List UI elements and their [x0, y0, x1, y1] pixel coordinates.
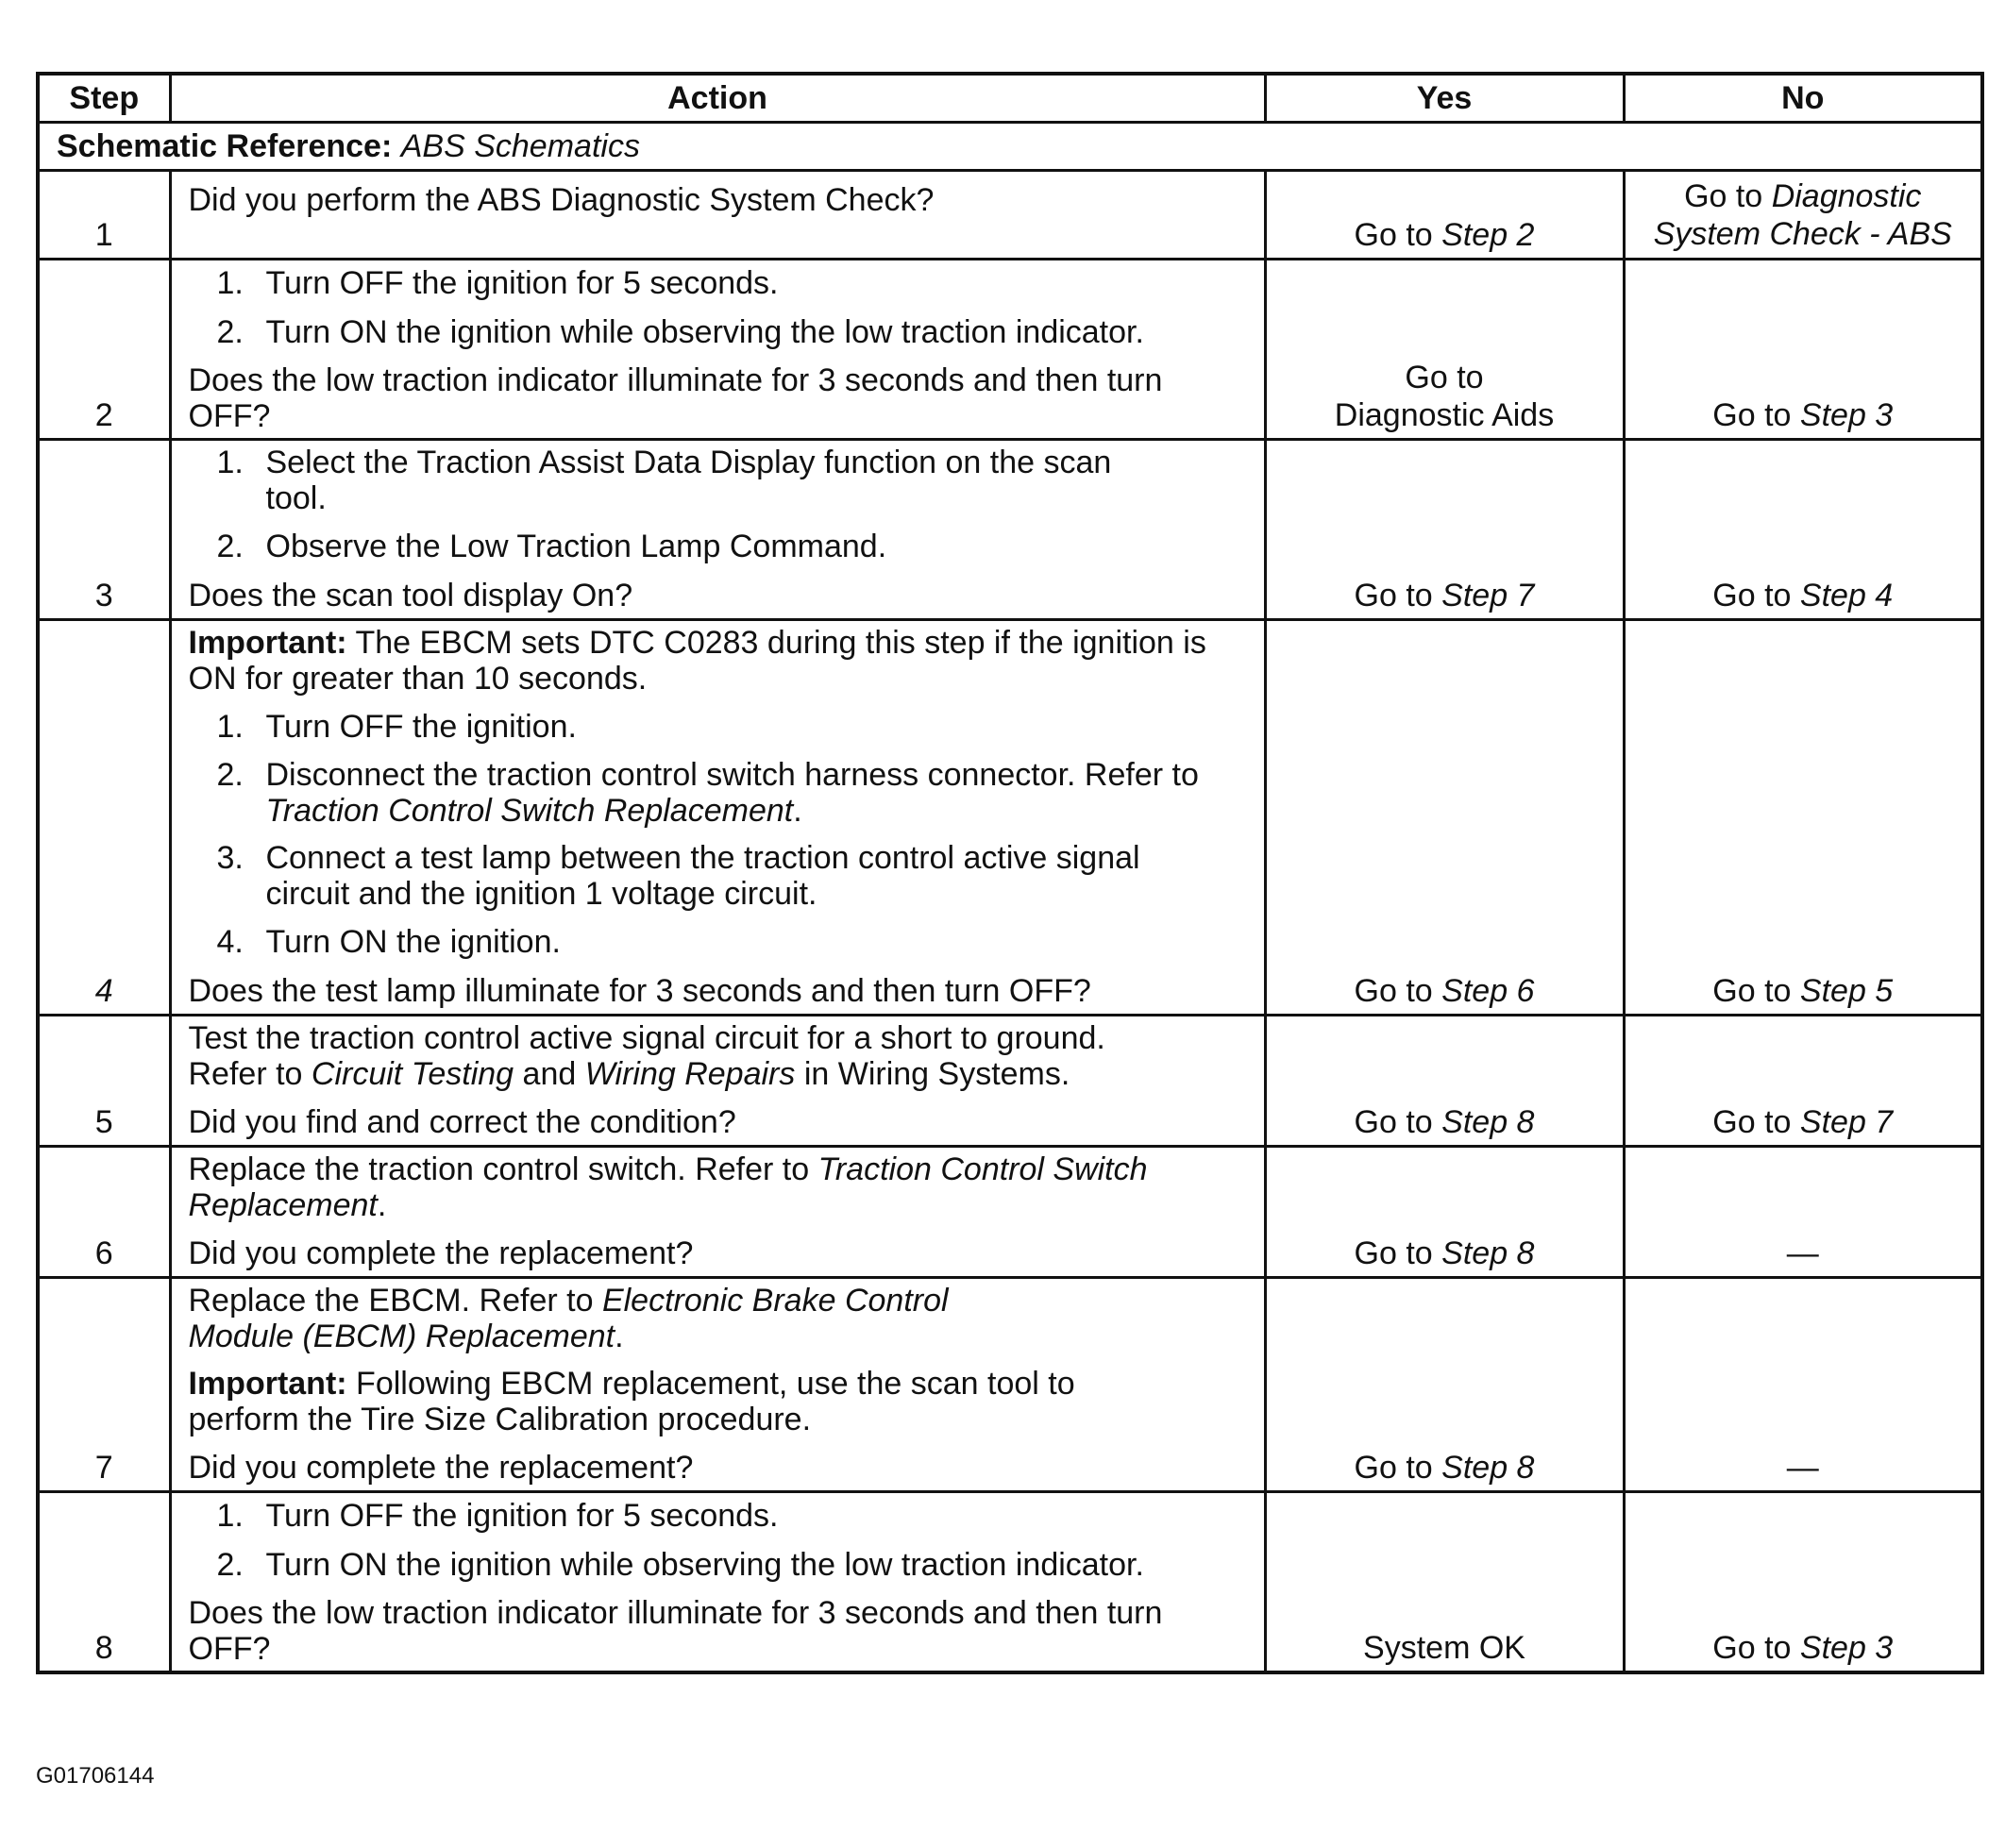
- replacement-link[interactable]: Traction Control Switch Replacement: [265, 793, 794, 829]
- no-cell[interactable]: Go to Step 4: [1624, 440, 1982, 620]
- important-note: Important: Following EBCM replacement, use the scan tool to perform the Tire Size Calibration procedure.: [188, 1366, 1075, 1437]
- step-link[interactable]: Step 7: [1799, 1104, 1894, 1140]
- action-cell: [170, 1492, 1265, 1673]
- table-row: [38, 620, 1982, 1016]
- instruction-text: Replace the EBCM. Refer to Electronic Brake Control Module (EBCM) Replacement.: [188, 1283, 949, 1354]
- table-row: [38, 1492, 1982, 1673]
- yes-cell[interactable]: Go to Step 8: [1265, 1016, 1624, 1147]
- wiring-repairs-link[interactable]: Wiring Repairs: [584, 1056, 796, 1092]
- circuit-testing-link[interactable]: Circuit Testing: [311, 1056, 514, 1092]
- diagnostic-table: [36, 72, 1984, 1674]
- important-note: Important: The EBCM sets DTC C0283 during this step if the ignition is ON for greater than 10 seconds.: [188, 625, 1206, 697]
- schematic-link[interactable]: ABS Schematics: [400, 128, 640, 164]
- question: Did you perform the ABS Diagnostic System Check?: [188, 182, 935, 218]
- action-cell: [170, 1147, 1265, 1278]
- yes-cell[interactable]: Go to Step 8: [1265, 1278, 1624, 1492]
- step-link[interactable]: Step 2: [1441, 217, 1535, 253]
- step-link[interactable]: Step 8: [1441, 1235, 1535, 1271]
- list-item: 2. Turn ON the ignition while observing the low traction indicator.: [216, 314, 1144, 350]
- instruction-list: [189, 1497, 1247, 1584]
- step-number: 7: [38, 1278, 170, 1492]
- step-number: 5: [38, 1016, 170, 1147]
- step-number: 3: [38, 440, 170, 620]
- no-cell[interactable]: Go to Step 5: [1624, 620, 1982, 1016]
- list-item: 3. Connect a test lamp between the traction control active signal circuit and the ignition 1 voltage circuit.: [216, 840, 1140, 912]
- yes-cell[interactable]: Go to Step 8: [1265, 1147, 1624, 1278]
- schematic-label: Schematic Reference:: [57, 128, 393, 164]
- yes-cell[interactable]: Go to Step 6: [1265, 620, 1624, 1016]
- table-row: [38, 1278, 1982, 1492]
- diagnostic-check-link[interactable]: System Check - ABS: [1653, 215, 1952, 252]
- step-link[interactable]: Step 3: [1799, 1630, 1894, 1666]
- question: Does the scan tool display On?: [188, 578, 633, 613]
- question: Did you complete the replacement?: [188, 1235, 694, 1271]
- yes-cell[interactable]: Go to Diagnostic Aids: [1265, 260, 1624, 440]
- list-item: 4. Turn ON the ignition.: [216, 924, 561, 960]
- yes-cell[interactable]: Go to Step 7: [1265, 440, 1624, 620]
- step-number: 4: [38, 620, 170, 1016]
- schematic-reference: [38, 123, 1982, 171]
- no-cell: —: [1624, 1278, 1982, 1492]
- header-row: [38, 74, 1982, 123]
- schematic-row: [38, 123, 1982, 171]
- table-row: [38, 171, 1982, 260]
- yes-cell: System OK: [1265, 1492, 1624, 1673]
- yes-cell[interactable]: Go to Step 2: [1265, 171, 1624, 260]
- question: Does the low traction indicator illuminate for 3 seconds and then turn OFF?: [188, 362, 1163, 434]
- step-link[interactable]: Step 6: [1441, 973, 1535, 1009]
- list-item: 1. Turn OFF the ignition for 5 seconds.: [216, 265, 779, 301]
- no-cell[interactable]: Go to Diagnostic System Check - ABS: [1624, 171, 1982, 260]
- list-item: 2. Turn ON the ignition while observing the low traction indicator.: [216, 1547, 1144, 1583]
- step-link[interactable]: Step 8: [1441, 1104, 1535, 1140]
- instruction-list: [189, 708, 1247, 961]
- instruction-list: [189, 264, 1247, 351]
- step-number: 2: [38, 260, 170, 440]
- table-row: [38, 260, 1982, 440]
- no-cell[interactable]: Go to Step 3: [1624, 260, 1982, 440]
- action-cell: [170, 440, 1265, 620]
- replacement-link[interactable]: Electronic Brake Control Module (EBCM) Replacement: [188, 1283, 949, 1354]
- step-link[interactable]: Step 4: [1799, 578, 1894, 613]
- list-item: 2. Disconnect the traction control switch harness connector. Refer to Traction Control Switch Replacement.: [216, 757, 1199, 829]
- instruction-text: Test the traction control active signal circuit for a short to ground. Refer to Circuit Testing and Wiring Repairs in Wiring Systems.: [188, 1020, 1105, 1092]
- table-row: [38, 1016, 1982, 1147]
- step-number: 8: [38, 1492, 170, 1673]
- action-cell: [170, 620, 1265, 1016]
- no-cell: —: [1624, 1147, 1982, 1278]
- list-item: 2. Observe the Low Traction Lamp Command.: [216, 529, 887, 564]
- action-cell: [170, 1016, 1265, 1147]
- list-item: 1. Turn OFF the ignition for 5 seconds.: [216, 1498, 779, 1534]
- question: Did you complete the replacement?: [188, 1450, 694, 1486]
- replacement-link[interactable]: Traction Control Switch Replacement: [188, 1151, 1148, 1223]
- list-item: 1. Select the Traction Assist Data Display function on the scan tool.: [216, 445, 1112, 516]
- list-item: 1. Turn OFF the ignition.: [216, 709, 577, 745]
- question: Does the low traction indicator illuminate for 3 seconds and then turn OFF?: [188, 1595, 1163, 1667]
- step-link[interactable]: Step 3: [1799, 397, 1894, 433]
- header-yes: Yes: [1265, 74, 1624, 123]
- action-cell: [170, 1278, 1265, 1492]
- question: Does the test lamp illuminate for 3 seconds and then turn OFF?: [188, 973, 1091, 1009]
- no-cell[interactable]: Go to Step 3: [1624, 1492, 1982, 1673]
- step-link[interactable]: Step 8: [1441, 1450, 1535, 1486]
- figure-code: G01706144: [36, 1763, 155, 1789]
- action-cell: [170, 171, 1265, 260]
- question: Did you find and correct the condition?: [188, 1104, 736, 1140]
- instruction-list: [189, 445, 1247, 565]
- table-row: [38, 1147, 1982, 1278]
- header-action: Action: [170, 74, 1265, 123]
- step-link[interactable]: Step 5: [1799, 973, 1894, 1009]
- header-step: Step: [38, 74, 170, 123]
- action-cell: [170, 260, 1265, 440]
- table-row: [38, 440, 1982, 620]
- no-cell[interactable]: Go to Step 7: [1624, 1016, 1982, 1147]
- diagnostic-aids-link[interactable]: Diagnostic Aids: [1334, 397, 1555, 433]
- step-number: 1: [38, 171, 170, 260]
- header-no: No: [1624, 74, 1982, 123]
- step-number: 6: [38, 1147, 170, 1278]
- instruction-text: Replace the traction control switch. Refer to Traction Control Switch Replacement.: [188, 1151, 1148, 1223]
- step-link[interactable]: Step 7: [1441, 578, 1535, 613]
